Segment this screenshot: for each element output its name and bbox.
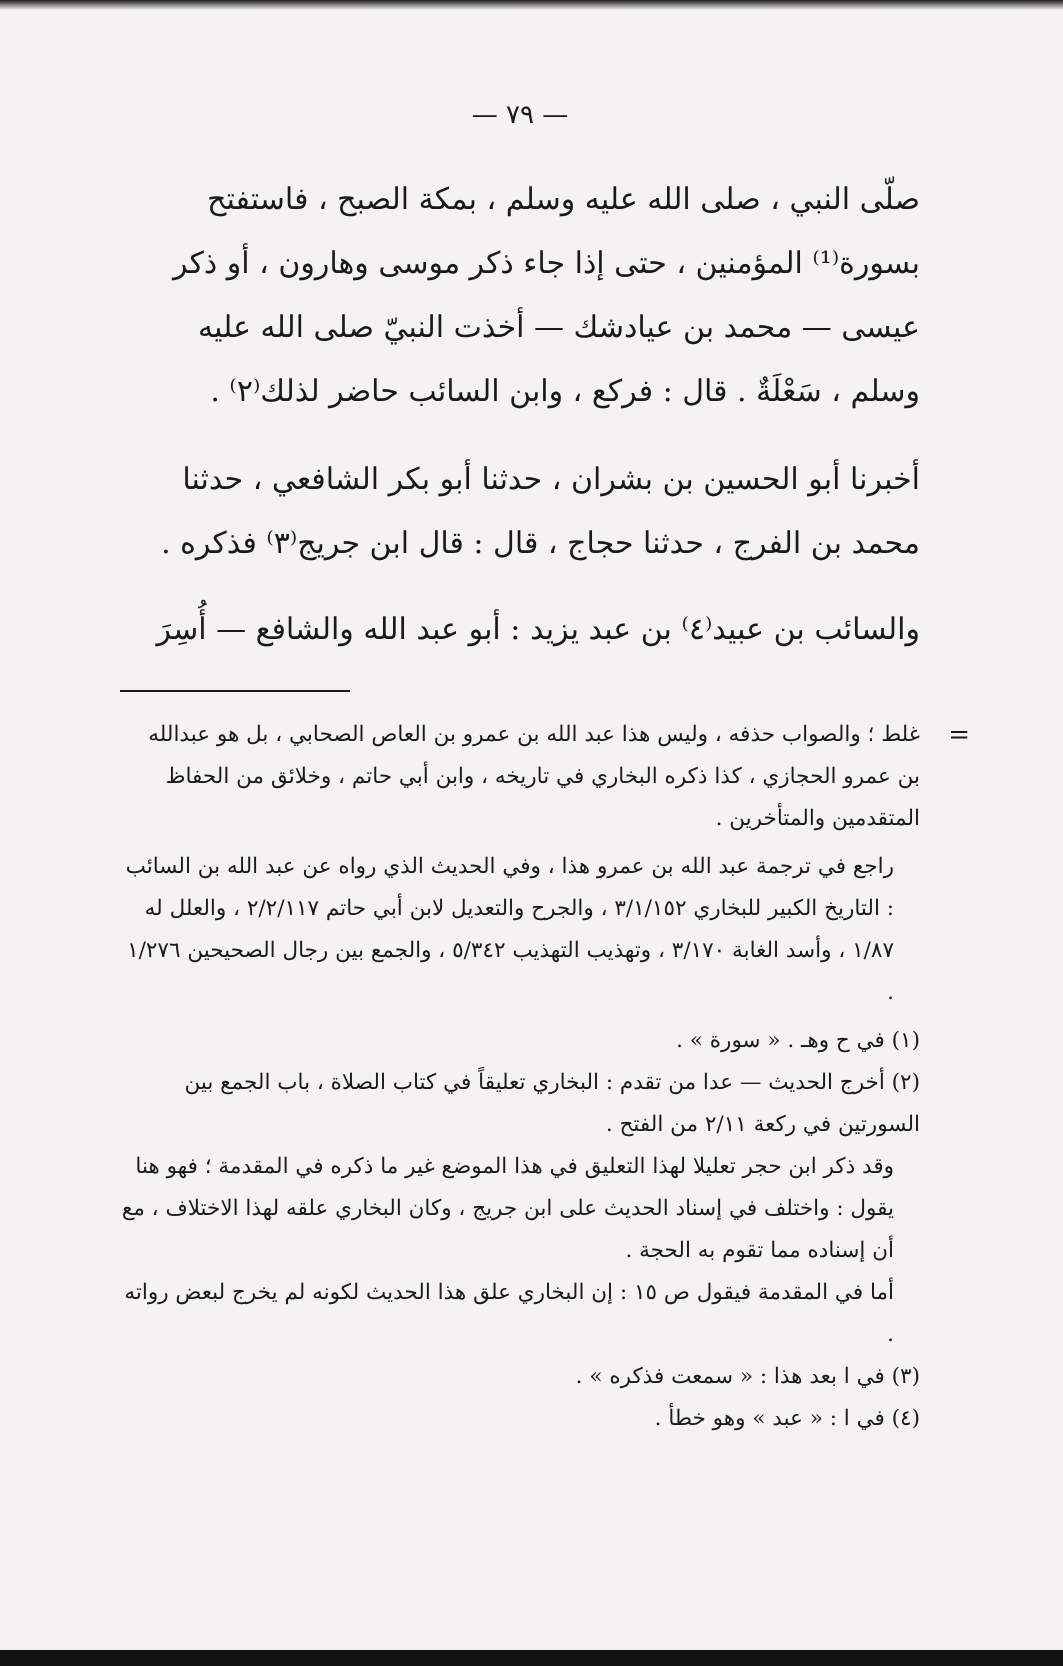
footnote-separator-wrap (120, 690, 920, 692)
main-text (120, 168, 920, 662)
footnote-continuation-text: غلط ؛ والصواب حذفه ، وليس هذا عبد الله بن عمرو بن العاص الصحابي ، بل هو عبدالله بن عمرو الحجازي ، كذا ذكره البخاري في تاريخه ، وابن أبي حاتم ، وخلائق من الحفاظ المتقدمين والمتأخرين . (148, 722, 920, 831)
footnote-2: (٢) أخرج الحديث — عدا من تقدم : البخاري تعليقاً في كتاب الصلاة ، باب الجمع بين السورتين في ركعة ٢/١١ من الفتح . (184, 1070, 920, 1137)
footnote-4: (٤) في ا : « عبد » وهو خطأ . (654, 1406, 920, 1431)
main-paragraph-3: والسائب بن عبيد⁽٤⁾ بن عبد يزيد : أبو عبد الله والشافع — أُسِرَ (156, 612, 920, 647)
main-paragraph-2: أخبرنا أبو الحسين بن بشران ، حدثنا أبو بكر الشافعي ، حدثنا محمد بن الفرج ، حدثنا حجاج ، قال : قال ابن جريج⁽٣⁾ فذكره . (161, 462, 920, 561)
footnote-continuation (120, 714, 970, 840)
main-paragraph-1: صلّى النبي ، صلى الله عليه وسلم ، بمكة الصبح ، فاستفتح بسورة⁽¹⁾ المؤمنين ، حتى إذا جاء ذكر موسى وهارون ، أو ذكر عيسى — محمد بن عيادشك — أخذت النبيّ صلى الله عليه وسلم ، سَعْلَةٌ . قال : فركع ، وابن السائب حاضر لذلك⁽٢⁾ . (173, 182, 920, 409)
footnote-2-paragraph-3: أما في المقدمة فيقول ص ١٥ : إن البخاري علق هذا الحديث لكونه لم يخرج لبعض رواته . (124, 1280, 894, 1347)
continuation-mark: = (948, 720, 970, 750)
footnote-references: راجع في ترجمة عبد الله بن عمرو هذا ، وفي الحديث الذي رواه عن عبد الله بن السائب : التاريخ الكبير للبخاري ٣/١/١٥٢ ، والجرح والتعديل لابن أبي حاتم ٢/٢/١١٧ ، والعلل له ١/٨٧ ، وأسد الغابة ٣/١٧٠ ، وتهذيب التهذيب ٥/٣٤٢ ، والجمع بين رجال الصحيحين ١/٢٧٦ . (125, 854, 894, 1005)
page-number: — ٧٩ — (471, 100, 569, 130)
footnote-1: (١) في ح وهـ . « سورة » . (676, 1028, 920, 1053)
footnote-separator (120, 690, 350, 692)
scan-top-edge (0, 0, 1063, 10)
book-page (120, 100, 970, 1440)
scan-bottom-edge (0, 1650, 1063, 1666)
footnote-2-paragraph-2: وقد ذكر ابن حجر تعليلا لهذا التعليق في هذا الموضع غير ما ذكره في المقدمة ؛ فهو هنا يقول : واختلف في إسناد الحديث على ابن جريج ، وكان البخاري علقه لهذا الاختلاف ، مع أن إسناده مما تقوم به الحجة . (121, 1154, 894, 1263)
footnote-3: (٣) في ا بعد هذا : « سمعت فذكره » . (575, 1364, 920, 1389)
footnotes (120, 714, 970, 1440)
